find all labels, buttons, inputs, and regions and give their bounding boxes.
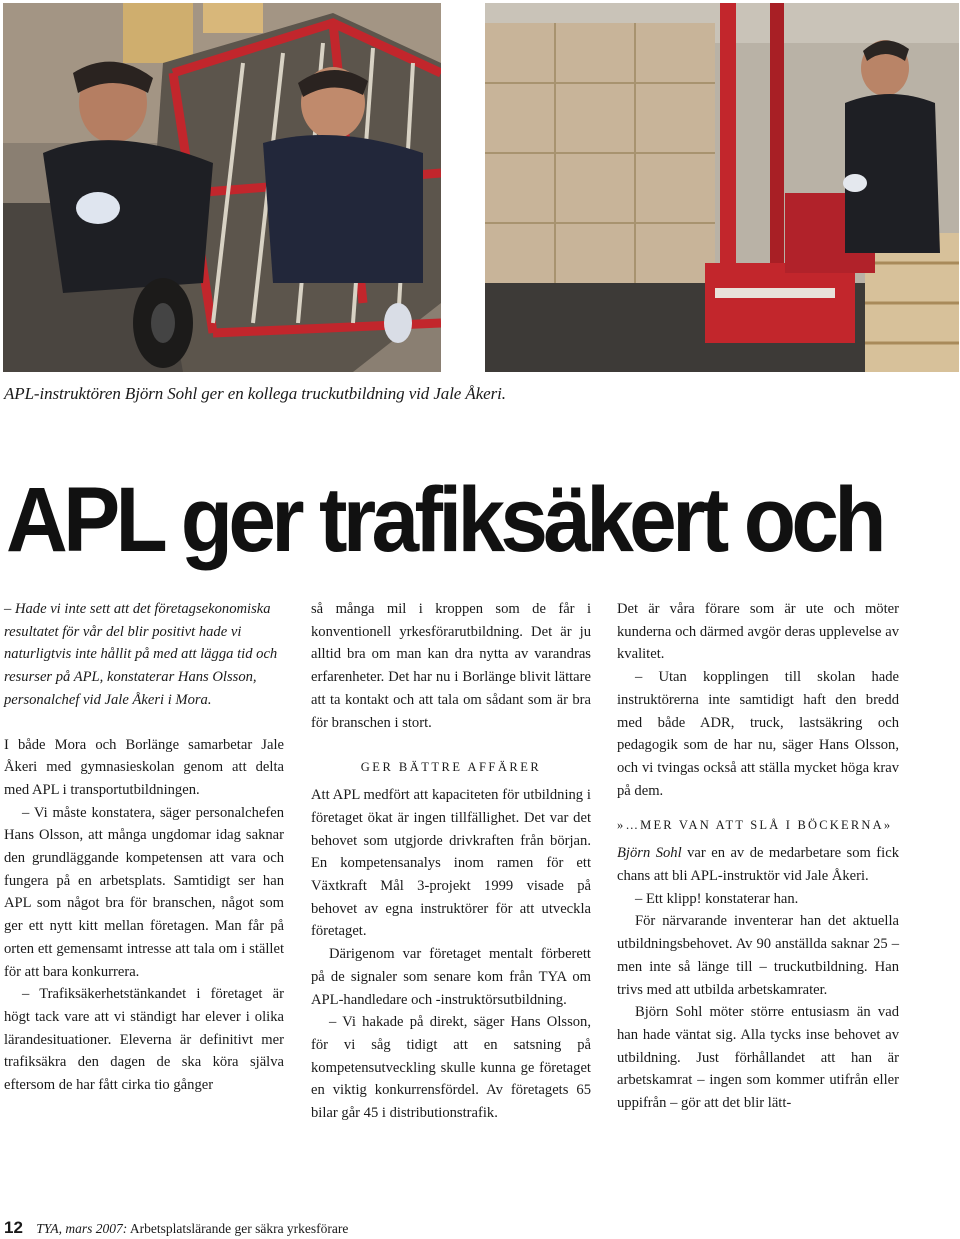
paragraph: Därigenom var företaget mentalt förberett på de signaler som senare kom från TYA om APL-handledare och -instruktörsutbildning. [311,946,591,1008]
section-subheading: GER BÄTTRE AFFÄRER [360,760,542,775]
photo-forklift-cage-image [3,3,441,372]
paragraph: – Ett klipp! konstaterar han. [635,890,799,907]
article-column-3 [617,598,899,1115]
paragraph: så många mil i kroppen som de får i konventionell yrkesförarutbildning. Det är ju alltid bra om man kan dra nytta av varandras erfarenheter. Det har nu i Borlänge blivit lättare att ta kontakt och att tala om sådant som är bra för branschen i stort. [311,601,591,731]
article-column-1 [4,598,284,1097]
paragraph: Att APL medfört att kapaciteten för utbildning i företaget ökat är ingen tillfällighet. Det var det behovet som utgjorde drivkraften från början. En kompetensanalys inom ramen för ett Växtkraft Mål 3-projekt 1999 visade på behovet av egna instruktörer för att utveckla företaget. [311,787,591,940]
paragraph: Björn Sohl möter större entusiasm än vad han hade väntat sig. Alla tycks inse behovet av utbildning. Just förhållandet att han är arbetskamrat – ingen som kommer utifrån eller uppifrån – gör att det blir lätt- [617,1004,899,1112]
photo-caption: APL-instruktören Björn Sohl ger en kollega truckutbildning vid Jale Åkeri. [4,384,506,403]
article-column-2 [311,598,591,1125]
photo-forklift-driver [485,3,959,372]
paragraph: För närvarande inventerar han det aktuella utbildningsbehovet. Av 90 anställda saknar 25 – men inte så länge till – truckutbildning. Han trivs med att utbilda arbetskamrater. [617,913,899,998]
publication-title: Arbetsplatslärande ger säkra yrkesförare [127,1221,349,1236]
paragraph: – Vi hakade på direkt, säger Hans Olsson, för vi såg tidigt att en satsning på kompetensutveckling skulle kunna ge företaget en viktig konkurrensfördel. Av företagets 65 bilar går 45 i distributionstrafik. [311,1014,591,1122]
section-subheading: »…MER VAN ATT SLÅ I BÖCKERNA» [617,818,893,833]
photo-warehouse-forklift-image [485,3,959,372]
paragraph: I både Mora och Borlänge samarbetar Jale Åkeri med gymnasieskolan genom att delta med APL i transportutbildningen. [4,736,284,798]
lead-quote: – Hade vi inte sett att det företagsekonomiska resultatet för vår del blir positivt hade vi naturligtvis inte hållit på med att lägga tid och resurser på APL, konstaterar Hans Olsson, personalchef vid Jale Åkeri i Mora. [4,601,278,708]
paragraph: – Trafiksäkerhetstänkandet i företaget är högt tack vare att vi ständigt har elever i olika lärandesituationer. Eleverna är definitivt mer trafiksäkra den dagen de ska köra själva eftersom de har fått cirka tio gånger [4,986,284,1094]
paragraph: – Utan kopplingen till skolan hade instruktörerna inte samtidigt haft den bredd med både ADR, truck, lastsäkring och pedagogik som de har nu, säger Hans Olsson, och vi tvingas också att ställa mycket höga krav på dem. [617,669,899,799]
article-headline: APL ger trafiksäkert och [6,469,882,571]
paragraph [617,842,899,887]
person-name: Björn Sohl [617,845,682,862]
paragraph-text: var en av de medarbetare som fick chans att bli APL-instruktör vid Jale Åkeri. [617,845,899,885]
photo-instructor-and-student [3,3,441,372]
page-number: 12 [4,1218,23,1237]
publication-name: TYA, mars 2007: [36,1221,128,1236]
paragraph: Det är våra förare som är ute och möter kunderna och därmed avgör deras upplevelse av kvalitet. [617,601,899,663]
paragraph: – Vi måste konstatera, säger personalchefen Hans Olsson, att många ungdomar idag saknar den grundläggande kompetensen att vara och fungera på en arbetsplats. Samtidigt ser han APL som något bra för branschen, något som ger ett nytt kitt mellan företagen. Man får på orten ett gemensamt intresse att tala om i stället för att bara konkurrera. [4,804,284,980]
page-footer [4,1218,904,1239]
